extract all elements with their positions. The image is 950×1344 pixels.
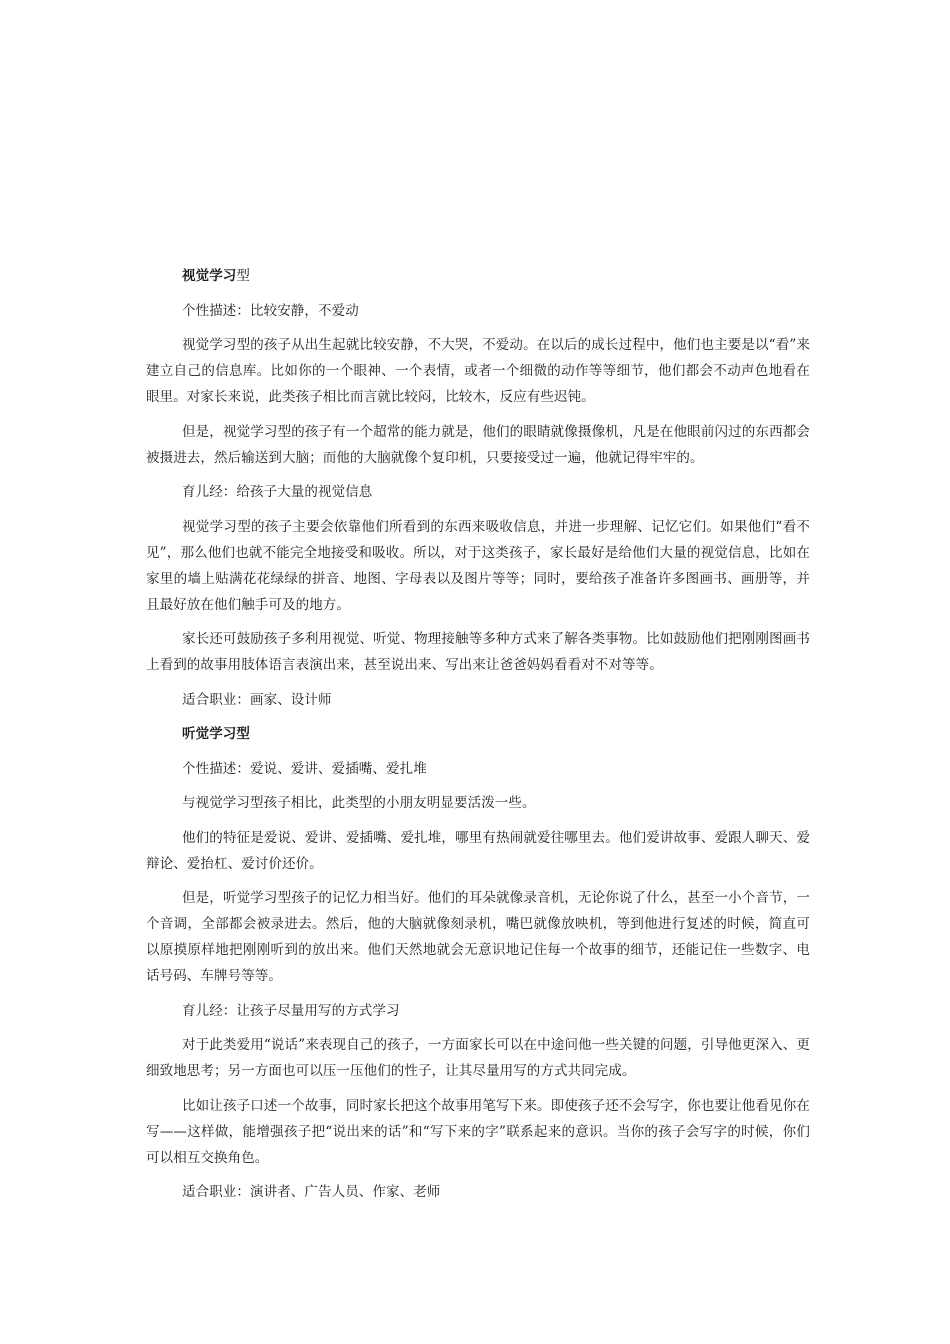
body-paragraph: 但是，听觉学习型孩子的记忆力相当好。他们的耳朵就像录音机，无论你说了什么，甚至一小个音节，一个音调，全部都会被录进去。然后，他的大脑就像刻录机，嘴巴就像放映机，等到他进行复述的时候，简直可以原摸原样地把刚刚听到的放出来。他们天然地就会无意识地记住每一个故事的细节，还能记住一些数字、电话号码、车牌号等等。 [146,890,810,984]
suitable-careers: 适合职业：画家、设计师 [182,691,332,708]
body-paragraph: 与视觉学习型孩子相比，此类型的小朋友明显要活泼一些。 [182,795,536,811]
personality-description: 个性描述：爱说、爱讲、爱插嘴、爱扎堆 [182,760,427,777]
body-paragraph: 视觉学习型的孩子从出生起就比较安静，不大哭，不爱动。在以后的成长过程中，他们也主要是以“看”来建立自己的信息库。比如你的一个眼神、一个表情，或者一个细微的动作等等细节，他们都会不动声色地看在眼里。对家长来说，此类孩子相比而言就比较闷，比较木，反应有些迟钝。 [146,337,810,405]
body-paragraph: 视觉学习型的孩子主要会依靠他们所看到的东西来吸收信息，并进一步理解、记忆它们。如果他们“看不见”，那么他们也就不能完全地接受和吸收。所以，对于这类孩子，家长最好是给他们大量的视觉信息，比如在家里的墙上贴满花花绿绿的拼音、地图、字母表以及图片等等；同时，要给孩子准备许多图画书、画册等，并且最好放在他们触手可及的地方。 [146,518,810,613]
body-paragraph: 家长还可鼓励孩子多利用视觉、听觉、物理接触等多种方式来了解各类事物。比如鼓励他们把刚刚图画书上看到的故事用肢体语言表演出来，甚至说出来、写出来让爸爸妈妈看看对不对等等。 [146,631,810,673]
heading-normal-part: 型 [236,268,251,284]
body-paragraph: 对于此类爱用“说话”来表现自己的孩子，一方面家长可以在中途问他一些关键的问题，引导他更深入、更细致地思考；另一方面也可以压一压他们的性子，让其尽量用写的方式共同完成。 [146,1037,810,1079]
section-heading-visual [146,263,810,289]
body-paragraph: 但是，视觉学习型的孩子有一个超常的能力就是，他们的眼睛就像摄像机，凡是在他眼前闪过的东西都会被摄进去，然后输送到大脑；而他的大脑就像个复印机，只要接受过一遍，他就记得牢牢的。 [146,423,810,466]
body-paragraph: 他们的特征是爱说、爱讲、爱插嘴、爱扎堆，哪里有热闹就爱往哪里去。他们爱讲故事、爱跟人聊天、爱辩论、爱抬杠、爱讨价还价。 [146,829,810,872]
suitable-careers: 适合职业：演讲者、广告人员、作家、老师 [182,1184,441,1200]
parenting-tip: 育儿经：让孩子尽量用写的方式学习 [182,1002,400,1019]
heading-bold-part: 视觉学习 [182,268,237,284]
body-paragraph: 比如让孩子口述一个故事，同时家长把这个故事用笔写下来。即使孩子还不会写字，你也要让他看见你在写——这样做，能增强孩子把“说出来的话”和“写下来的字”联系起来的意识。当你的孩子会写字的时候，你们可以相互交换角色。 [146,1097,810,1166]
parenting-tip: 育儿经：给孩子大量的视觉信息 [182,484,373,500]
document-body [146,263,810,1214]
section-heading-auditory [146,721,810,747]
personality-description: 个性描述：比较安静，不爱动 [182,302,359,319]
heading-bold-part: 听觉学习型 [182,726,250,742]
